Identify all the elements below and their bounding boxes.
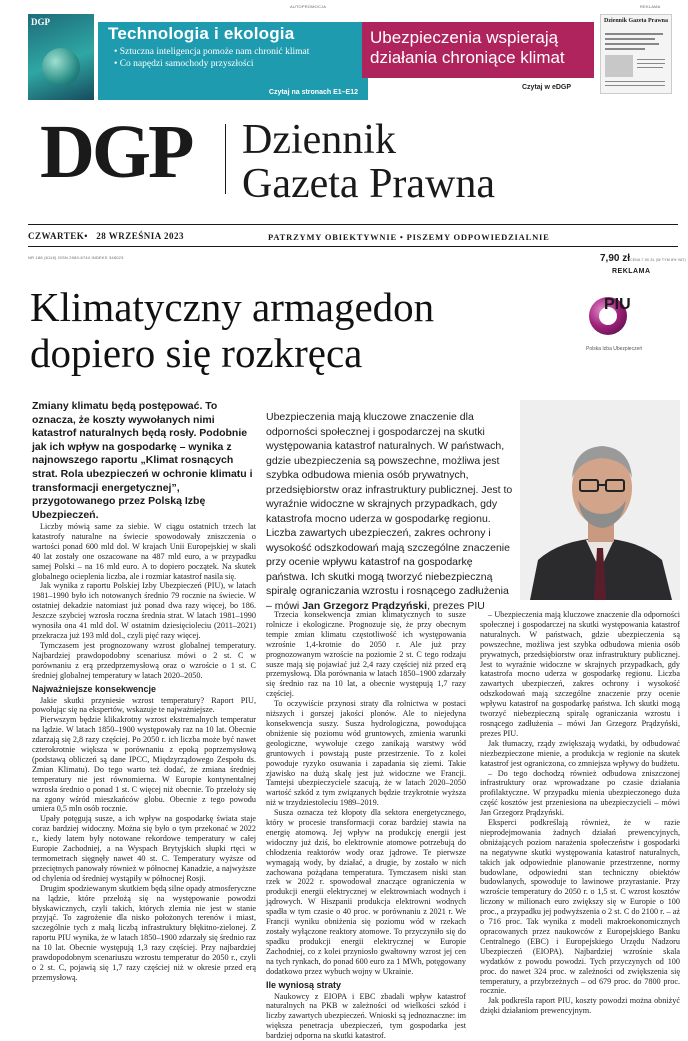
paragraph: Naukowcy z EIOPA i EBC zbadali wpływ katastrof naturalnych na PKB w zależności od wielkości szkód i liczby zawartych ubezpieczeń. Wnioski są jednoznaczne: im większa penetracja ubezpieczeń, tym gospodarka jest bardziej odporna na skutki katastrof. <box>266 991 466 1041</box>
pull-quote-role: , prezes PIU <box>427 599 485 612</box>
issue-meta: NR 188 (6116) ISSN 2080-6744 INDEKS 348023 <box>28 255 124 260</box>
article-column-3 <box>480 610 680 1016</box>
article-column-1 <box>32 522 256 983</box>
subheading: Najważniejsze konsekwencje <box>32 683 157 694</box>
thumb-line <box>605 81 665 82</box>
masthead-name-line1: Dziennik <box>242 117 396 163</box>
paragraph: To oczywiście przynosi straty dla rolnictwa w postaci niższych i gorszej jakości plonów. Ale to niejedyna konsekwencja suszy. Susza hydrologiczna, powodująca obniżenie się poziomu wód gruntowych, zmienia warunki geologiczne, wywołuje czego zanikają warstwy wód gruntowych i powstają puste przestrzenie. To z kolei powoduje ryzyko osuwania i zapadania się ziemi. Takie zjawisko na dużą skalę jest już widoczne we Francji. Tamtejsi ubezpieczyciele szacują, że w latach 2020–2050 wartość szkód z tym związanych będzie trzykrotnie wyższa niż w trzydziestoleciu 1989–2019. <box>266 699 466 808</box>
paragraph: Pierwszym będzie klikakrotny wzrost ekstremalnych temperatur na lądzie. W latach 1850–1900 występowały raz na 10 lat. Obecnie zdarzają się 2,8 razy częściej. Po 2050 r. ich liczba może być nawet czterokrotnie większa w porównaniu z epoką poprzemysłową (podstawą obliczeń są dane IPCC, Międzyrządowego Zespołu ds. Zmian Klimatu). Do tego warto też dodać, że zmiana średniej temperatury nie jest równomierna. W Europie kontynentalnej wzrosła średnio o ponad 1 st. C więcej niż obecnie. To przełoży się na zgony wśród mieszkańców globu. Obecnie z tego powodu umiera 0,5 mln osób rocznie. <box>32 715 256 814</box>
rule-top <box>28 224 678 225</box>
price-note: CENA 7,90 ZŁ (W TYM 8% VAT) <box>630 258 686 262</box>
portrait-photo <box>520 400 680 600</box>
issue-weekday: CZWARTEK <box>28 231 85 241</box>
thumb-line <box>605 48 645 50</box>
headline: Klimatyczny armagedon dopiero się rozkręca <box>30 284 435 376</box>
thumb-line <box>605 38 655 40</box>
ad-label: REKLAMA <box>612 268 651 275</box>
masthead-motto: PATRZYMY OBIEKTYWNIE • PISZEMY ODPOWIEDZIALNIE <box>268 232 550 242</box>
paragraph: Eksperci podkreślają również, że w razie nieprodejmowania żadnych działań prewencyjnych, obniżających poziom narażenia społeczeństw i gospodarki na negatywne skutki występowania katastrof naturalnych, takich jak odpowiednie planowanie przestrzenne, normy budowlane, odpowiedni stan techniczny obiektów budowlanych, spowoduje to lawinowe przyrastanie. Przy wzroście temperatury do 2050 r. o 1,5 st. C wzrost kosztów liczony w milionach euro zwiększy się w Europie o 100 proc., a przypadku jej podwyższenia o 2 st. C do 2100 r. – aż o 716 proc. Tak wynika z modeli makroekonomicznych opracowanych przez naukowców z Europejskiego Banku Centralnego (EBC) i Europejskiego Urzędu Nadzoru Ubezpieczeń (EIOPA). Najbardziej wzrośnie skala wydatków z powodu powodzi. Tych przyczynych od 100 proc. do nawet 324 proc. w zależności od zwiększenia się temperatury, a przybrzeżnych – od 679 proc. do 7800 proc. rocznie. <box>480 818 680 996</box>
promo-bullet: • Sztuczna inteligencja pomoże nam chronić klimat <box>114 46 309 58</box>
issue-price: 7,90 zł <box>600 253 631 264</box>
promo-ubezpieczenia[interactable] <box>362 8 678 100</box>
rule-bottom <box>28 246 678 247</box>
pull-quote-author: Jan Grzegorz Prądzyński <box>302 599 428 612</box>
promo-bullet: • Co napędzi samochody przyszłości <box>114 58 309 70</box>
paragraph: Jak tłumaczy, rządy zwiększają wydatki, by odbudować niezbezpieczone mienie, a produkcja w regionie na skutek katastrof jest ograniczona, co zmniejsza wpływy do budżetu. <box>480 738 680 768</box>
issue-day: 28 WRZEŚNIA 2023 <box>96 231 185 241</box>
thumb-picture <box>605 55 633 77</box>
promo-bullets <box>114 46 309 70</box>
paragraph: Drugim spodziewanym skutkiem będą silne opady atmosferyczne na lądzie, które przełożą się na występowanie powodzi błyskawicznych, czyli takich, których zlemia nie jest w stanie przyjąć. To zagrożenie dla nisko położonych terenów i miast, szczególnie tych z małą liczbą infrastruktury błękitno-zielonej. Z raportu PIU wynika, że w latach 1850–1900 zdarzały się średnio raz na 10 lat. Obecnie występują 1,3 razy częściej. Przy najbardziej prawdopodobnym scenariuszu wzrostu temperatur do 2050 r., czyli o 2 st. C, pojawią się 1,7 razy częściej niż w okresie przed erą przemysłową. <box>32 883 256 982</box>
paragraph: Jak wynika z raportu Polskiej Izby Ubezpieczeń (PIU), w latach 1981–1990 było ich notowanych średnio 79 rocznie na świecie. W ostatniej dekadzie natomiast już ponad dwa razy więcej, bo 186. Jeszcze szybciej wzrosła roczna średnia strat. W latach 1981–1990 wynosiła ona 41 mld dol. W ostatnim dziesięcioleciu (2011–2021) przekracza już 193 mld dol., czyli pięć razy więcej. <box>32 581 256 640</box>
paragraph: Jakie skutki przyniesie wzrost temperatury? Raport PIU, powołując się na ekspertów, wskazuje te najważniejsze. <box>32 695 256 715</box>
thumb-line <box>637 63 665 64</box>
paragraph: Upały potęgują susze, a ich wpływ na gospodarkę świata staje coraz bardziej widoczny. Można się było o tym przekonać w 2022 r., kiedy latem były notowane rekordowe temperatury w całej Europie Zachodniej, a na Wyspach Brytyjskich słupki rtęci w termometrach sięgnęły nawet 40 st. C. Temperatury wyższe od przeciętnych panowały również w północnej Kanadzie, a najwyższe od chylenia od średniej wystąpiły w północnej Rosji. <box>32 814 256 883</box>
subheading: Ile wyniosą straty <box>266 979 342 990</box>
paragraph: Liczby mówią same za siebie. W ciągu ostatnich trzech lat katastrofy naturalne na świecie spowodowały zniszczenia o wartości ponad 600 mld dol. W krajach Unii Europejskiej w skali 40 lat zostały one oszacowane na 487 mld euro, a w przypadku samej Polski – na 16 mld euro. A to dopiero początek. Na skutek globalnego ocieplenia liczba, ale i rozmiar katastrof nasila się. <box>32 522 256 581</box>
globe-icon <box>42 48 80 86</box>
thumb-line <box>605 43 659 45</box>
promo-thumbnail-mast: DGP <box>31 17 50 27</box>
paragraph: Jak podkreśla raport PIU, koszty powodzi można obniżyć dzięki działaniom prewencyjnym. <box>480 996 680 1016</box>
thumb-line <box>637 59 665 60</box>
thumb-line <box>605 33 663 35</box>
pull-quote-text: Ubezpieczenia mają kluczowe znaczenie dla odporności społecznej i gospodarczej na skutki występowania katastrof naturalnych. W państwach, gdzie ubezpieczenia są powszechne, możliwa jest szybka odbudowa mienia osób prywatnych, przedsiębiorstw oraz infrastruktury publicznej. Jest to wyraźnie widoczne w skrajnych przypadkach, gdy katastrofa mocno uderza w gospodarkę regionu. Liczba zawartych ubezpieczeń, zakres ochrony i wysokość odszkodowań mają szczególne znaczenie przy ocenie wpływu katastrof na gospodarkę państwa. Ich skutki mogą tworzyć niebezpieczną spiralę ograniczania wzrostu i rosnącego zadłużenia – mówi <box>266 411 513 612</box>
thumb-line <box>605 85 665 86</box>
piu-logo-text: PIU <box>604 296 631 313</box>
promo-right-read: Czytaj w eDGP <box>522 84 572 91</box>
article-column-2 <box>266 610 466 1041</box>
promo-right-thumbnail-mast: Dziennik Gazeta Prawna <box>604 18 668 24</box>
article-lead: Zmiany klimatu będą postępować. To oznacza, że koszty wywołanych nimi katastrof naturalnych będą rosły. Podobnie jak ich wpływ na gospodarkę – wynika z najnowszego raportu „Klimat rosnących strat. Rola ubezpieczeń w ochronie klimatu i transformacji energetycznej”, przygotowanego przez Polską Izbę Ubezpieczeń. <box>32 400 253 521</box>
paragraph: Trzecia konsekwencja zmian klimatycznych to susze rolnicze i ekologiczne. Prognozuje się, że przy obecnym tempie zmian klimatu częstotliwość ich występowania wzrośnie 1,4-krotnie do 2050 r. Ale już przy prognozowanym wzroście na poziomie 2 st. C tego rodzaju susze mają się pojawiać już 2,4 razy częściej niż przed erą przemysłową. Dla porównania w latach 1850–1900 zdarzały się średnio raz na 10 lat, a obecnie występują 1,7 razy częściej. <box>266 610 466 699</box>
masthead-name-line2: Gazeta Prawna <box>242 161 496 207</box>
promo-thumbnail <box>28 14 94 100</box>
piu-subtitle: Polska Izba Ubezpieczeń <box>586 346 643 352</box>
promo-title: Technologia i ekologia <box>108 24 295 43</box>
promo-technologia[interactable] <box>28 8 358 100</box>
issue-date: CZWARTEK•28 WRZEŚNIA 2023 <box>28 231 185 241</box>
promo-right-title: Ubezpieczenia wspierają działania chroniące klimat <box>362 22 594 78</box>
dgp-logo: DGP <box>40 110 192 194</box>
thumb-line <box>637 67 663 68</box>
masthead-divider <box>225 124 226 194</box>
promo-box <box>98 22 368 100</box>
paragraph: – Do tego dochodzą również odbudowa zniszczonej infrastruktury oraz wprowadzane po czasie działania profilaktyczne. W przypadku mienia ubezpieczonego duża część kosztów jest przeniesiona na ubezpieczycieli – mówi Jan Grzegorz Prądzyński. <box>480 768 680 818</box>
promo-label: AUTOPROMOCJA <box>290 4 327 9</box>
pull-quote <box>266 410 516 613</box>
paragraph: Tymczasem jest prognozowany wzrost globalnej temperatury. Najbardziej prawdopodobny scenariusz mówi o 2 st. C w porównaniu z erą przedprzemysłową oraz o wzroście o 1 st. C średniej globalnej temperatury w latach 2020–2050. <box>32 640 256 680</box>
paragraph: Susza oznacza też kłopoty dla sektora energetycznego, który w procesie transformacji coraz bardziej stawia na energię atomową. Jej wpływ na produkcję energii jest widoczny już dziś, bo elektrownie atomowe potrzebują do chłodzenia reaktorów wody oraz jądrowe. Te pierwsze wymagają wody, by działać, a drugie, by zostało w nich zachowana pożądana temperatura. Tymczasem niski stan rzek w 2022 r. spowodował znaczące ograniczenia w produkcji energii elektrycznej w elektrowniach wodnych i jądrowych. W Hiszpanii produkcja elektrowni wodnych spadła w tym czasie o 40 proc. w porównaniu z 2021 r. We Francji wyniku obniżenia się poziomu wód w rzekach zostały wyłączone reaktory atomowe. To przyczyniło się do spadku produkcji energii elektrycznej w Europie Zachodniej, co z kolei przyniosło gwałtowny wzrost jej cen na tych rynkach, do ponad 600 euro za 1 MWh, potęgowany dodatkowo przez wybuch wojny w Ukrainie. <box>266 808 466 976</box>
promo-read-more: Czytaj na stronach E1–E12 <box>268 89 358 96</box>
paragraph: – Ubezpieczenia mają kluczowe znaczenie dla odporności społecznej i gospodarczej na skutki występowania katastrof naturalnych. W państwach, gdzie ubezpieczenia są powszechne, możliwa jest szybka odbudowa mienia osób prywatnych, przedsiębiorstw oraz infrastruktury publicznej. Jest to wyraźnie widoczne w skrajnych przypadkach, gdy katastrofa mocno uderza w gospodarkę regionu. Liczba zawartych ubezpieczeń, zakres ochrony i wysokość odszkodowań mają szczególne znaczenie przy ocenie wpływu katastrof na gospodarkę państwa. Ich skutki mogą tworzyć niebezpieczną spiralę ograniczania wzrostu i rosnącego zadłużenia – mówi Jan Grzegorz Prądzyński, prezes PIU. <box>480 610 680 738</box>
ad-label-top: REKLAMA <box>640 4 661 9</box>
promo-right-thumbnail <box>600 14 672 94</box>
